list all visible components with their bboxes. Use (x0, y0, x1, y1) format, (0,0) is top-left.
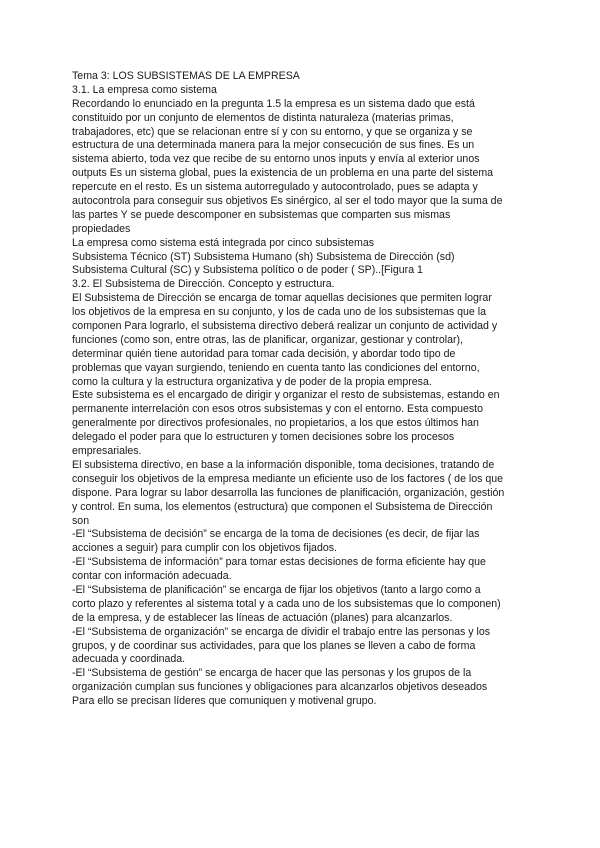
list-item-line: -El “Subsistema de planificación” se encarga de fijar los objetivos (tanto a largo como a (72, 583, 481, 596)
text-line: autocontrola para conseguir sus objetivos Es sinérgico, al ser el todo mayor que la suma de (72, 195, 503, 208)
list-item-line: -El “Subsistema de organización” se encarga de dividir el trabajo entre las personas y los (72, 625, 491, 638)
list-item-line: adecuada y coordinada. (72, 653, 186, 666)
text-line: funciones (como son, entre otras, las de planificar, organizar, gestionar y controlar), (72, 333, 463, 346)
text-line: propiedades (72, 222, 131, 235)
section-heading-3-2: 3.2. El Subsistema de Dirección. Concepto y estructura. (72, 278, 335, 291)
text-line: trabajadores, etc) que se relacionan entre sí y con su entorno, y que se organiza y se (72, 125, 473, 138)
text-line: El Subsistema de Dirección se encarga de tomar aquellas decisiones que permiten lograr (72, 292, 492, 305)
text-line: outputs Es un sistema global, pues la existencia de un problema en una parte del sistema (72, 167, 494, 180)
text-line: Subsistema Técnico (ST) Subsistema Humano (sh) Subsistema de Dirección (sd) (72, 250, 455, 263)
text-line: Este subsistema es el encargado de dirigir y organizar el resto de subsistemas, estando en (72, 389, 500, 402)
text-line: determinar quién tiene autoridad para tomar cada decisión, y abordar todo tipo de (72, 347, 456, 360)
text-line: dispone. Para lograr su labor desarrolla las funciones de planificación, organización, gestión (72, 486, 505, 499)
text-line: son (72, 514, 90, 527)
text-line: conseguir los objetivos de la empresa mediante un eficiente uso de los factores ( de los que (72, 472, 504, 485)
text-line: y control. En suma, los elementos (estructura) que componen el Subsistema de Dirección (72, 500, 493, 513)
text-line: empresariales. (72, 445, 142, 458)
text-line: constituido por un conjunto de elementos de distinta naturaleza (materias primas, (72, 111, 454, 124)
list-item-line: -El “Subsistema de decisión” se encarga de la toma de decisiones (es decir, de fijar las (72, 528, 480, 541)
list-item-line: acciones a seguir) para cumplir con los objetivos fijados. (72, 542, 337, 555)
text-line: El subsistema directivo, en base a la información disponible, toma decisiones, tratando de (72, 458, 495, 471)
text-line: generalmente por directivos profesionales, no propietarios, a los que estos últimos han (72, 417, 479, 430)
list-item-line: grupos, y de coordinar sus actividades, para que los planes se lleven a cabo de forma (72, 639, 476, 652)
text-line: sistema abierto, toda vez que recibe de su entorno unos inputs y envía al exterior unos (72, 153, 480, 166)
text-line: como la cultura y la estructura organizativa y de poder de la propia empresa. (72, 375, 432, 388)
section-heading-3-1: 3.1. La empresa como sistema (72, 83, 217, 96)
list-item-line: organización cumplan sus funciones y obligaciones para alcanzarlos objetivos deseados (72, 681, 488, 694)
text-line: las partes Y se puede descomponer en subsistemas que comparten sus mismas (72, 208, 451, 221)
text-line: permanente interrelación con esos otros subsistemas y con el entorno. Esta compuesto (72, 403, 484, 416)
text-line: los objetivos de la empresa en su conjunto, y los de cada uno de los subsistemas que la (72, 306, 486, 319)
list-item-line: -El “Subsistema de información” para tomar estas decisiones de forma eficiente hay que (72, 556, 486, 569)
text-line: La empresa como sistema está integrada por cinco subsistemas (72, 236, 375, 249)
list-item-line: Para ello se precisan líderes que comuniquen y motivenal grupo. (72, 695, 377, 708)
list-item-line: contar con información adecuada. (72, 570, 232, 583)
text-line: delegado el poder para que lo estructuren y tomen decisiones sobre los procesos (72, 431, 455, 444)
text-line: componen Para lograrlo, el subsistema directivo deberá realizar un conjunto de actividad y (72, 320, 498, 333)
text-line: problemas que vayan surgiendo, teniendo en cuenta tanto las condiciones del entorno, (72, 361, 480, 374)
document-title: Tema 3: LOS SUBSISTEMAS DE LA EMPRESA (72, 70, 300, 82)
list-item-line: -El “Subsistema de gestión” se encarga de hacer que las personas y los grupos de la (72, 667, 472, 680)
text-line: repercute en el resto. Es un sistema autorregulado y autocontrolado, pues se adapta y (72, 181, 478, 194)
list-item-line: corto plazo y referentes al sistema total y a cada uno de los subsistemas que lo componen) (72, 597, 501, 610)
text-line: Recordando lo enunciado en la pregunta 1.5 la empresa es un sistema dado que está (72, 97, 475, 110)
list-item-line: de la empresa, y de establecer las líneas de actuación (planes) para alcanzarlos. (72, 611, 453, 624)
text-line: Subsistema Cultural (SC) y Subsistema político o de poder ( SP)..[Figura 1 (72, 264, 423, 277)
document-page (72, 70, 528, 709)
text-line: estructura de una determinada manera para la mejor consecución de sus fines. Es un (72, 139, 475, 152)
